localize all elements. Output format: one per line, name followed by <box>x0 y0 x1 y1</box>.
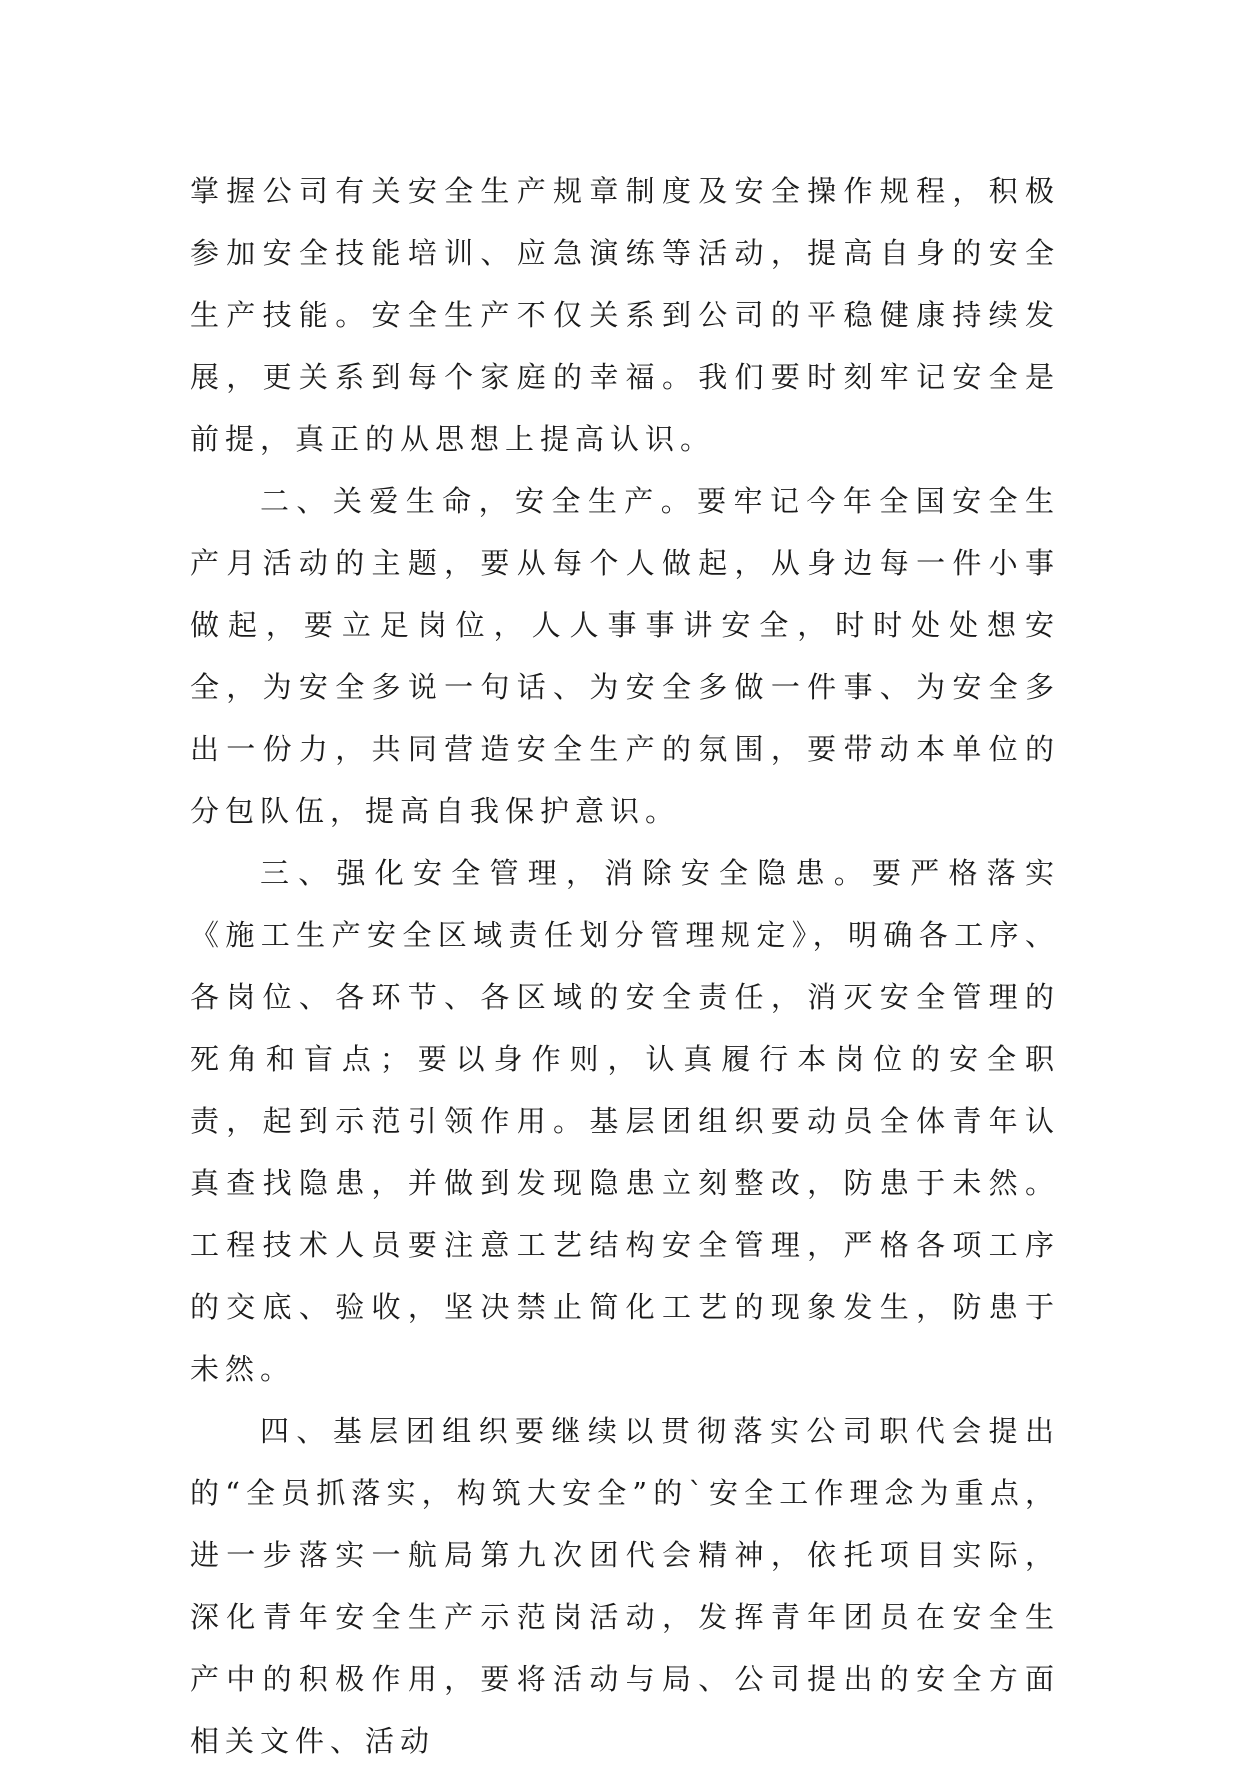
paragraph-3: 三、强化安全管理，消除安全隐患。要严格落实《施工生产安全区域责任划分管理规定》，明确各工序、各岗位、各环节、各区域的安全责任，消灭安全管理的死角和盲点；要以身作则，认真履行本岗位的安全职责，起到示范引领作用。基层团组织要动员全体青年认真查找隐患，并做到发现隐患立刻整改，防患于未然。工程技术人员要注意工艺结构安全管理，严格各项工序的交底、验收，坚决禁止简化工艺的现象发生，防患于未然。 <box>190 856 1060 1386</box>
document-body <box>190 160 1060 1772</box>
paragraph-1: 掌握公司有关安全生产规章制度及安全操作规程，积极参加安全技能培训、应急演练等活动，提高自身的安全生产技能。安全生产不仅关系到公司的平稳健康持续发展，更关系到每个家庭的幸福。我们要时刻牢记安全是前提，真正的从思想上提高认识。 <box>190 174 1060 456</box>
paragraph-2: 二、关爱生命，安全生产。要牢记今年全国安全生产月活动的主题，要从每个人做起，从身边每一件小事做起，要立足岗位，人人事事讲安全，时时处处想安全，为安全多说一句话、为安全多做一件事、为安全多出一份力，共同营造安全生产的氛围，要带动本单位的分包队伍，提高自我保护意识。 <box>190 484 1060 828</box>
paragraph-4: 四、基层团组织要继续以贯彻落实公司职代会提出的“全员抓落实，构筑大安全”的`安全工作理念为重点，进一步落实一航局第九次团代会精神，依托项目实际，深化青年安全生产示范岗活动，发挥青年团员在安全生产中的积极作用，要将活动与局、公司提出的安全方面相关文件、活动 <box>190 1414 1060 1758</box>
